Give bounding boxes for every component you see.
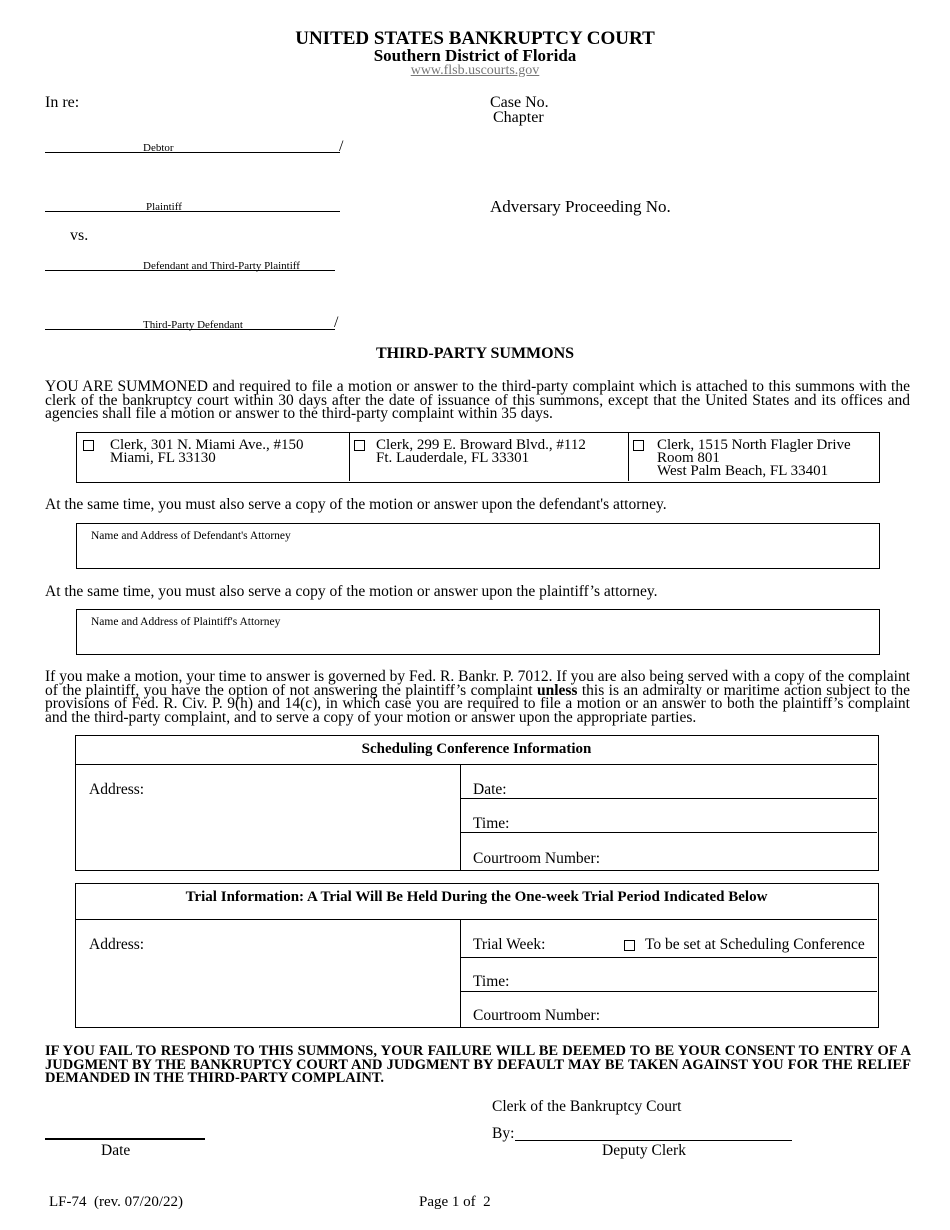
plaintiff-line[interactable] [45, 211, 340, 212]
court-name: UNITED STATES BANKRUPTCY COURT [295, 28, 655, 49]
plaintiff-label: Plaintiff [146, 201, 182, 213]
clerk-options-box [76, 432, 880, 483]
trial-title: Trial Information: A Trial Will Be Held During the One-week Trial Period Indicated Below [185, 889, 768, 905]
page-number: Page 1 of 2 [419, 1194, 491, 1210]
clerk-address-line1: Clerk, 299 E. Broward Blvd., #112 [376, 437, 586, 453]
debtor-slash: / [339, 138, 344, 155]
debtor-line[interactable] [45, 152, 340, 153]
document-title: THIRD-PARTY SUMMONS [375, 345, 575, 362]
checkbox-icon[interactable] [354, 440, 365, 451]
trial-information-table [75, 883, 879, 1028]
divider [460, 919, 461, 1027]
divider [461, 991, 877, 992]
chapter-label: Chapter [493, 109, 544, 126]
clerk-address-line3: West Palm Beach, FL 33401 [657, 463, 829, 479]
deputy-clerk-signature-line[interactable] [515, 1140, 792, 1141]
court-website-link[interactable]: www.flsb.uscourts.gov [410, 63, 540, 78]
third-party-defendant-label: Third-Party Defendant [143, 319, 243, 331]
date-label: Date [101, 1142, 131, 1159]
serve-defendant-text: At the same time, you must also serve a copy of the motion or answer upon the defendant's attorney. [45, 496, 667, 513]
district-name: Southern District of Florida [373, 46, 577, 65]
summons-paragraph: YOU ARE SUMMONED and required to file a motion or answer to the third-party complaint which is attached to this summons with the clerk of the bankruptcy court within 30 days after the date of issuance of this summons, except that the United States and its offices and agencies shall file a motion or answer to the third-party complaint within 35 days. [45, 378, 910, 422]
to-be-set-checkbox-icon[interactable] [624, 940, 635, 951]
deputy-clerk-label: Deputy Clerk [602, 1142, 686, 1159]
plaintiff-attorney-label: Name and Address of Plaintiff's Attorney [91, 616, 281, 628]
debtor-label: Debtor [143, 142, 174, 154]
clerk-address-line1: Clerk, 1515 North Flagler Drive [657, 437, 851, 453]
scheduling-courtroom-label: Courtroom Number: [473, 850, 600, 867]
adversary-proceeding-label: Adversary Proceeding No. [490, 197, 671, 216]
divider [461, 798, 877, 799]
in-re-label: In re: [45, 94, 80, 111]
checkbox-icon[interactable] [83, 440, 94, 451]
motion-text-part2: this is an admiralty or maritime action subject to the provisions of Fed. R. Civ. P. 9(h) and 14(c), in which case you are required to file a motion or an answer to both the plaintiff’s complaint and the third-party complaint, and to serve a copy of your motion or answer upon the appropriate parties. [45, 681, 910, 726]
date-signature-line[interactable] [45, 1138, 205, 1140]
divider [461, 957, 877, 958]
motion-text-unless: unless [536, 681, 578, 699]
clerk-address-line2: Room 801 [657, 450, 720, 466]
divider [461, 832, 877, 833]
defendant-attorney-box[interactable] [76, 523, 880, 569]
clerk-address-line2: Miami, FL 33130 [110, 450, 216, 466]
motion-text-part1: If you make a motion, your time to answer is governed by Fed. R. Bankr. P. 7012. If you are also being served with a copy of the complaint of the plaintiff, you have the option of not answering the plaintiff’s complaint [45, 668, 910, 699]
scheduling-date-label: Date: [473, 781, 507, 798]
trial-week-label: Trial Week: [473, 936, 546, 953]
trial-time-label: Time: [473, 973, 510, 990]
scheduling-time-label: Time: [473, 815, 510, 832]
case-no-label: Case No. [490, 94, 549, 111]
trial-address-label: Address: [89, 936, 145, 953]
by-label: By: [492, 1125, 515, 1142]
motion-paragraph [45, 670, 910, 724]
to-be-set-label: To be set at Scheduling Conference [645, 936, 865, 953]
clerk-option-miami[interactable] [77, 433, 350, 481]
clerk-address-line2: Ft. Lauderdale, FL 33301 [376, 450, 530, 466]
defendant-label: Defendant and Third-Party Plaintiff [143, 260, 300, 272]
plaintiff-attorney-box[interactable] [76, 609, 880, 655]
clerk-of-court-label: Clerk of the Bankruptcy Court [492, 1098, 682, 1115]
default-warning: IF YOU FAIL TO RESPOND TO THIS SUMMONS, YOUR FAILURE WILL BE DEEMED TO BE YOUR CONSENT TO ENTRY OF A JUDGMENT BY THE BANKRUPTCY COURT AND JUDGMENT BY DEFAULT MAY BE TAKEN AGAINST YOU FOR THE RELIEF DEMANDED IN THE THIRD-PARTY COMPLAINT. [45, 1043, 911, 1086]
scheduling-title: Scheduling Conference Information [361, 741, 592, 757]
serve-plaintiff-text: At the same time, you must also serve a copy of the motion or answer upon the plaintiff’s attorney. [45, 583, 658, 600]
divider [76, 919, 877, 920]
divider [76, 764, 877, 765]
third-party-defendant-slash: / [334, 314, 339, 331]
clerk-option-ft-lauderdale[interactable] [350, 433, 629, 481]
clerk-address-line1: Clerk, 301 N. Miami Ave., #150 [110, 437, 304, 453]
checkbox-icon[interactable] [633, 440, 644, 451]
scheduling-conference-table [75, 735, 879, 871]
scheduling-address-label: Address: [89, 781, 145, 798]
divider [460, 764, 461, 870]
form-id: LF-74 (rev. 07/20/22) [49, 1194, 184, 1210]
trial-courtroom-label: Courtroom Number: [473, 1007, 600, 1024]
vs-label: vs. [70, 227, 89, 244]
clerk-option-west-palm-beach[interactable] [629, 433, 878, 481]
defendant-attorney-label: Name and Address of Defendant's Attorney [91, 530, 291, 542]
